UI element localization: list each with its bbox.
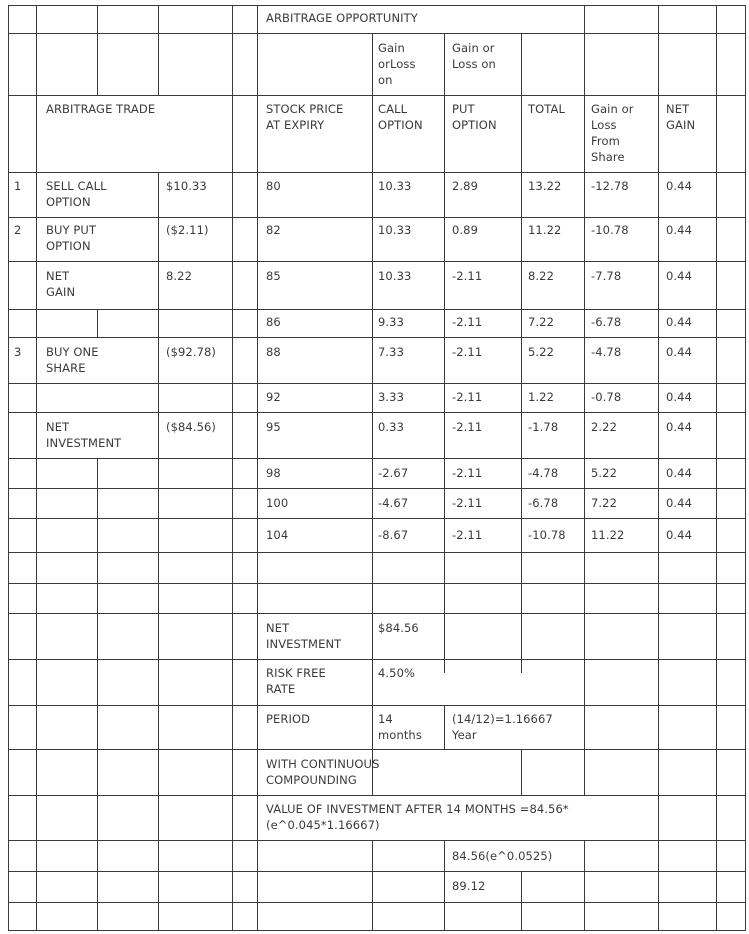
row-line (8, 518, 746, 519)
call-gain-cell: 3.33 (378, 390, 405, 404)
put-gain-cell: -2.11 (452, 345, 483, 359)
header-put-option: PUT OPTION (452, 102, 497, 132)
col-line (97, 309, 98, 338)
put-gain-cell: -2.11 (452, 269, 483, 283)
total-cell: -6.78 (528, 496, 559, 510)
row-line (8, 5, 746, 6)
trade-value: ($2.11) (166, 223, 209, 237)
call-gain-cell: 10.33 (378, 223, 412, 237)
put-gain-cell: -2.11 (452, 420, 483, 434)
col-line (97, 458, 98, 931)
call-gain-cell: 10.33 (378, 269, 412, 283)
row-line (8, 337, 746, 338)
header-total: TOTAL (528, 102, 565, 116)
summary-value-step: 84.56(e^0.0525) (452, 849, 553, 863)
row-line (8, 458, 746, 459)
table-title: ARBITRAGE OPPORTUNITY (266, 11, 418, 25)
row-line (8, 552, 746, 553)
summary-period-value: 14 months (378, 712, 422, 742)
row-line (8, 613, 746, 614)
stock-price-cell: 95 (266, 420, 281, 434)
total-cell: 7.22 (528, 315, 555, 329)
row-line (8, 705, 746, 706)
net-gain-cell: 0.44 (666, 315, 693, 329)
net-gain-cell: 0.44 (666, 496, 693, 510)
row-line (8, 412, 746, 413)
col-line (444, 840, 445, 931)
summary-risk-free-value: 4.50% (378, 666, 416, 680)
share-gain-cell: 2.22 (591, 420, 618, 434)
row-line (8, 172, 746, 173)
trade-value: ($92.78) (166, 345, 217, 359)
col-line (8, 5, 9, 931)
put-gain-cell: 2.89 (452, 179, 479, 193)
call-gain-cell: -4.67 (378, 496, 409, 510)
put-gain-cell: -2.11 (452, 315, 483, 329)
trade-value: ($84.56) (166, 420, 217, 434)
header-net-gain: NET GAIN (666, 102, 696, 132)
col-line (521, 33, 522, 673)
col-line (257, 5, 258, 931)
row-line (8, 583, 746, 584)
net-gain-cell: 0.44 (666, 466, 693, 480)
trade-number: 3 (14, 345, 22, 359)
summary-period-calc: (14/12)=1.16667 Year (452, 712, 553, 742)
share-gain-cell: -10.78 (591, 223, 629, 237)
stock-price-cell: 80 (266, 179, 281, 193)
put-gain-cell: -2.11 (452, 390, 483, 404)
col-line (745, 5, 746, 931)
col-line (716, 5, 717, 931)
row-line (8, 488, 746, 489)
col-line (158, 5, 159, 96)
stock-price-cell: 100 (266, 496, 289, 510)
trade-number: 1 (14, 179, 22, 193)
net-gain-cell: 0.44 (666, 420, 693, 434)
row-line (8, 871, 746, 872)
put-gain-cell: -2.11 (452, 466, 483, 480)
share-gain-cell: -0.78 (591, 390, 622, 404)
net-gain-cell: 0.44 (666, 179, 693, 193)
total-cell: -10.78 (528, 528, 566, 542)
row-line (8, 33, 746, 34)
col-line (372, 840, 373, 931)
col-line (444, 705, 445, 749)
col-line (158, 172, 159, 931)
share-gain-cell: 7.22 (591, 496, 618, 510)
share-gain-cell: 5.22 (591, 466, 618, 480)
net-gain-cell: 0.44 (666, 528, 693, 542)
net-gain-cell: 0.44 (666, 390, 693, 404)
stock-price-cell: 104 (266, 528, 289, 542)
net-gain-cell: 0.44 (666, 223, 693, 237)
net-gain-cell: 0.44 (666, 345, 693, 359)
put-gain-cell: -2.11 (452, 496, 483, 510)
share-gain-cell: -12.78 (591, 179, 629, 193)
col-line (36, 5, 37, 931)
trade-label: NET GAIN (46, 269, 76, 299)
total-cell: -4.78 (528, 466, 559, 480)
share-gain-cell: -6.78 (591, 315, 622, 329)
call-gain-cell: 0.33 (378, 420, 405, 434)
summary-risk-free-label: RISK FREE RATE (266, 666, 326, 696)
stock-price-cell: 82 (266, 223, 281, 237)
col-line (584, 5, 585, 795)
total-cell: 1.22 (528, 390, 555, 404)
col-line (372, 33, 373, 795)
trade-value: $10.33 (166, 179, 207, 193)
summary-compounding: WITH CONTINUOUS COMPOUNDING (266, 757, 380, 787)
total-cell: 8.22 (528, 269, 555, 283)
summary-value-formula: VALUE OF INVESTMENT AFTER 14 MONTHS =84.56* (e^0.045*1.16667) (266, 802, 569, 832)
row-line (8, 795, 746, 796)
call-gain-cell: 9.33 (378, 315, 405, 329)
trade-label: NET INVESTMENT (46, 420, 122, 450)
summary-net-investment-label: NET INVESTMENT (266, 621, 342, 651)
header-gain-call: Gain orLoss on (378, 41, 416, 87)
stock-price-cell: 88 (266, 345, 281, 359)
stock-price-cell: 86 (266, 315, 281, 329)
total-cell: 5.22 (528, 345, 555, 359)
trade-value: 8.22 (166, 269, 193, 283)
call-gain-cell: -2.67 (378, 466, 409, 480)
call-gain-cell: 7.33 (378, 345, 405, 359)
row-line (8, 930, 746, 931)
summary-value-result: 89.12 (452, 879, 486, 893)
total-cell: -1.78 (528, 420, 559, 434)
share-gain-cell: 11.22 (591, 528, 625, 542)
trade-number: 2 (14, 223, 22, 237)
put-gain-cell: -2.11 (452, 528, 483, 542)
row-line (8, 95, 746, 96)
stock-price-cell: 98 (266, 466, 281, 480)
col-line (521, 749, 522, 795)
share-gain-cell: -4.78 (591, 345, 622, 359)
col-line (521, 871, 522, 931)
header-arbitrage-trade: ARBITRAGE TRADE (46, 102, 156, 116)
stock-price-cell: 92 (266, 390, 281, 404)
net-gain-cell: 0.44 (666, 269, 693, 283)
call-gain-cell: -8.67 (378, 528, 409, 542)
row-line (8, 383, 746, 384)
summary-period-label: PERIOD (266, 712, 311, 726)
header-gain-put: Gain or Loss on (452, 41, 496, 71)
share-gain-cell: -7.78 (591, 269, 622, 283)
header-stock-price: STOCK PRICE AT EXPIRY (266, 102, 344, 132)
put-gain-cell: 0.89 (452, 223, 479, 237)
row-line (8, 840, 746, 841)
trade-label: SELL CALL OPTION (46, 179, 107, 209)
col-line (97, 5, 98, 96)
trade-label: BUY ONE SHARE (46, 345, 99, 375)
header-gain-share: Gain or Loss From Share (591, 102, 634, 164)
row-line (8, 659, 746, 660)
total-cell: 13.22 (528, 179, 562, 193)
header-call-option: CALL OPTION (378, 102, 423, 132)
summary-net-investment-value: $84.56 (378, 621, 419, 635)
row-line (8, 217, 746, 218)
stock-price-cell: 85 (266, 269, 281, 283)
row-line (8, 261, 746, 262)
col-line (584, 840, 585, 931)
trade-label: BUY PUT OPTION (46, 223, 97, 253)
col-line (232, 5, 233, 931)
col-line (444, 33, 445, 673)
row-line (8, 749, 746, 750)
row-line (8, 902, 746, 903)
total-cell: 11.22 (528, 223, 562, 237)
row-line (8, 309, 746, 310)
col-line (658, 5, 659, 931)
call-gain-cell: 10.33 (378, 179, 412, 193)
